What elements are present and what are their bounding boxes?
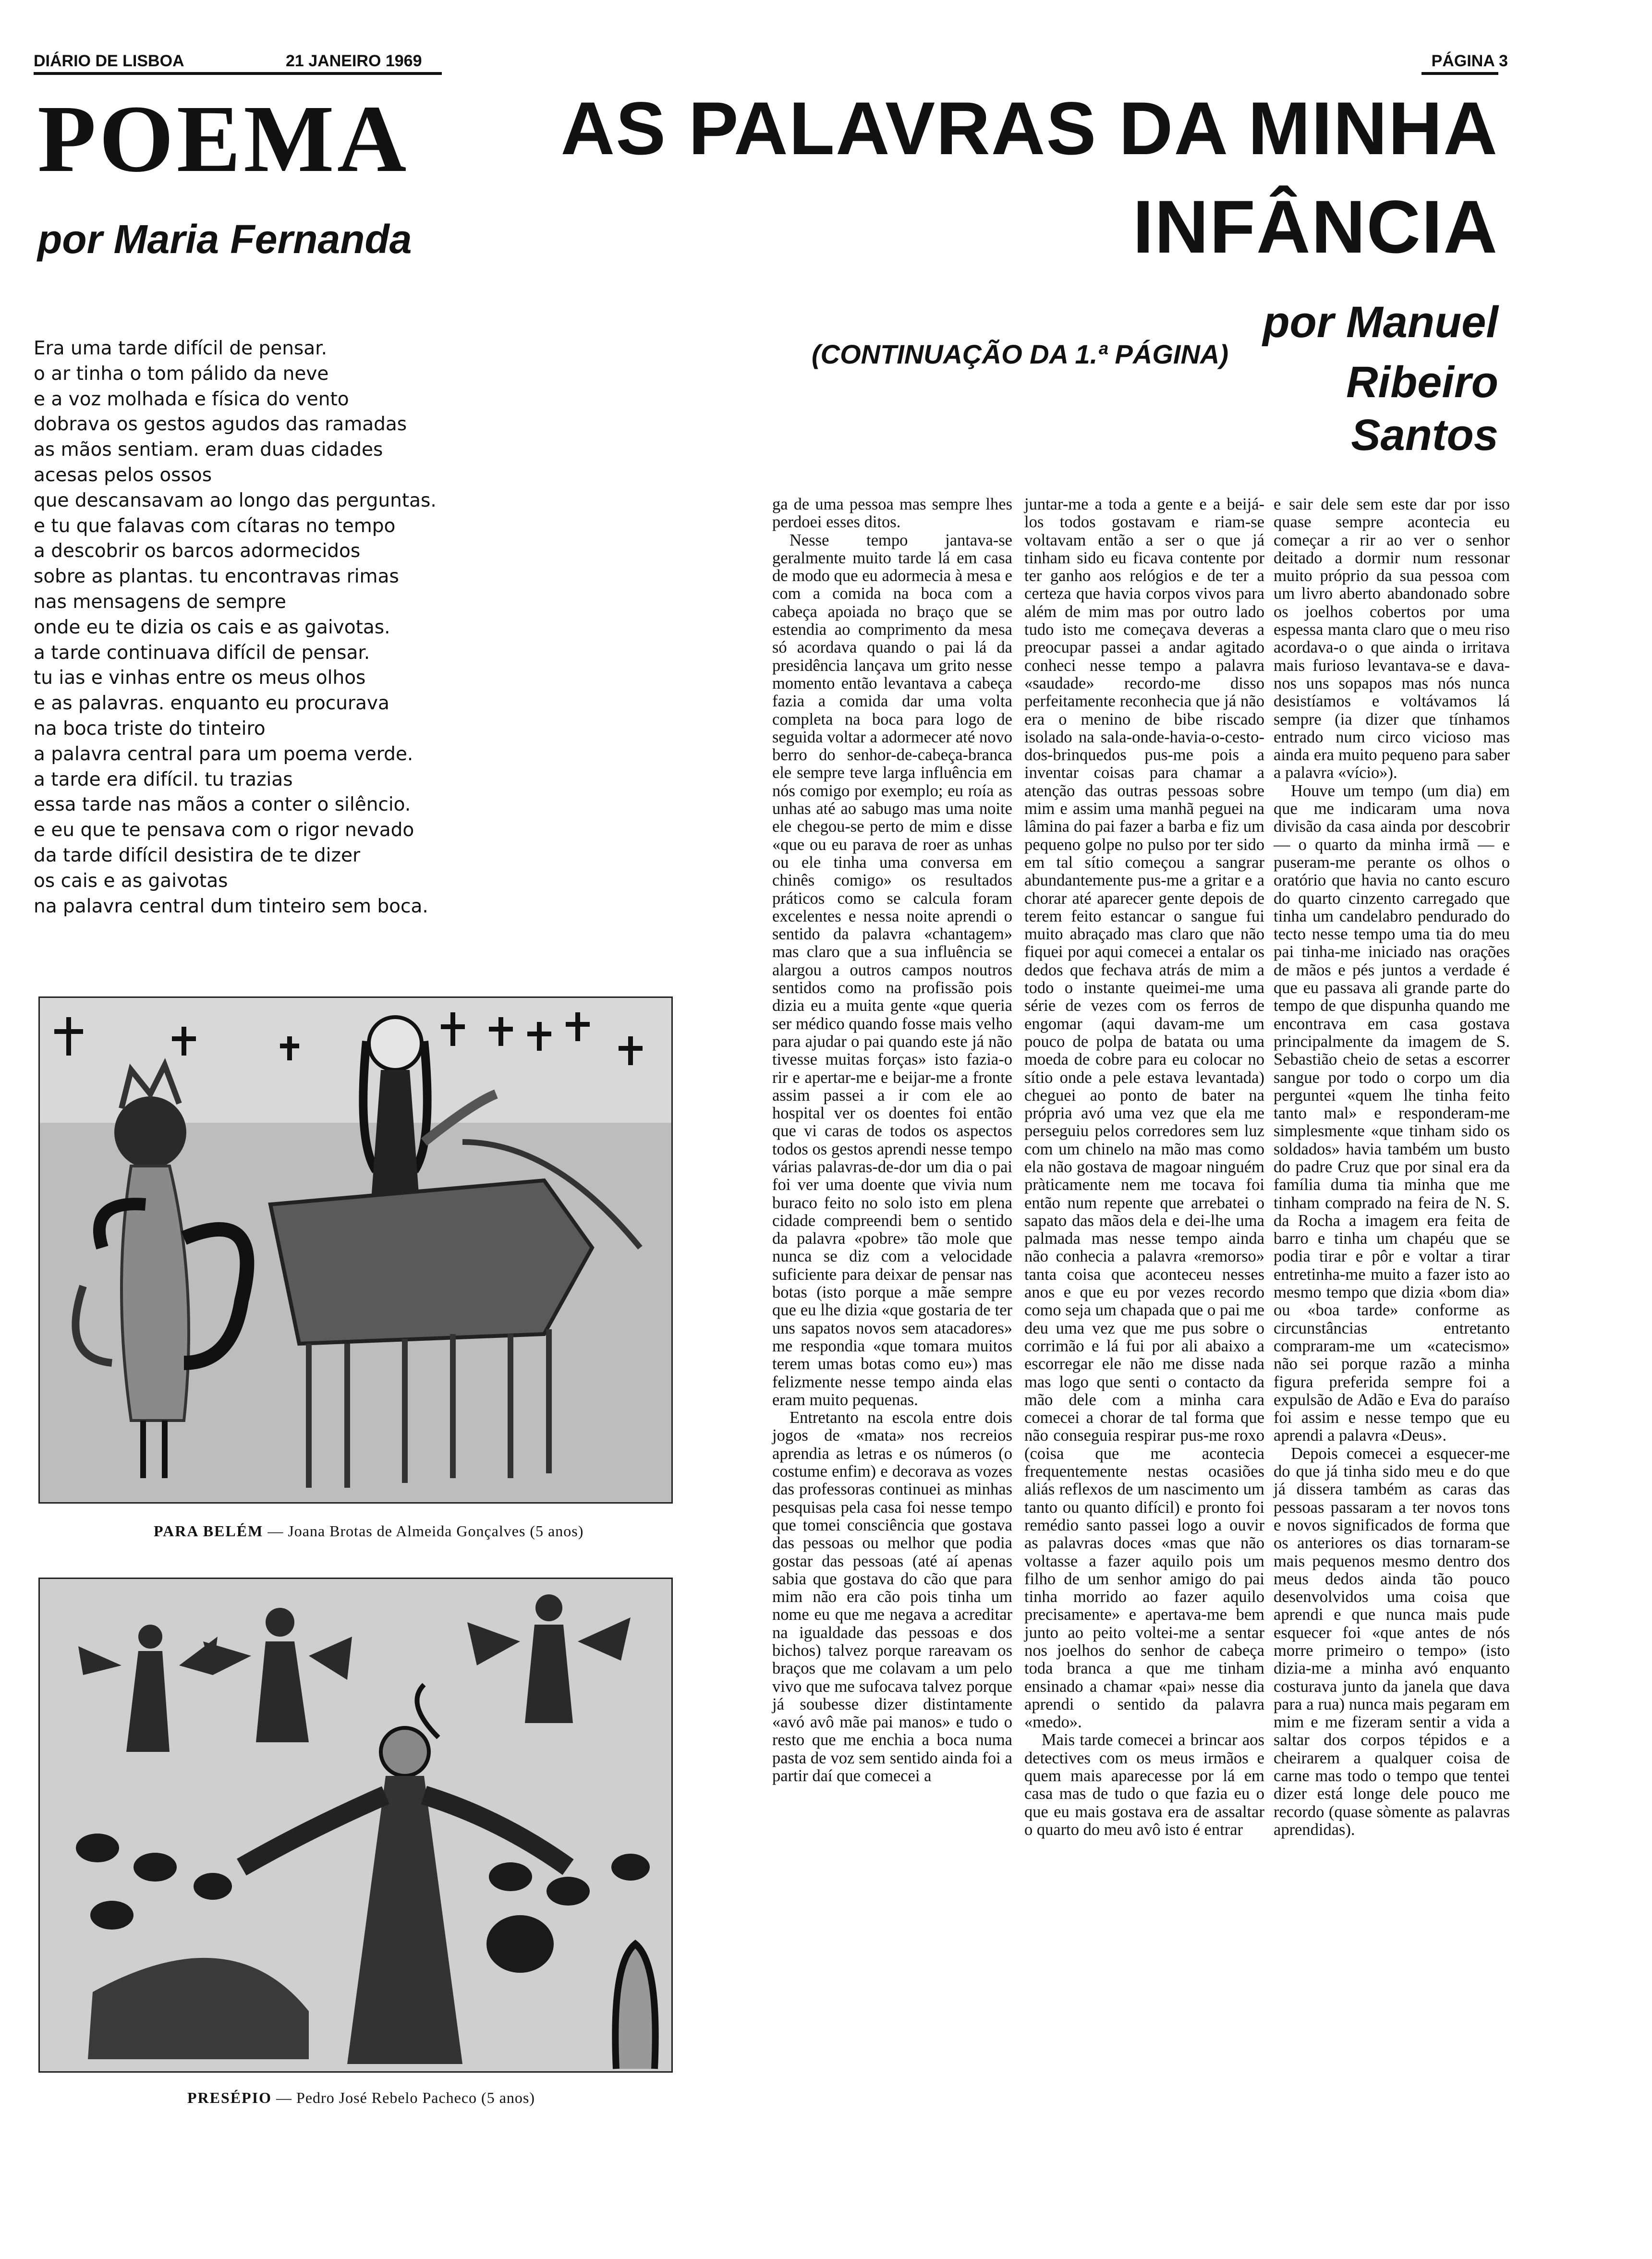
article-byline-3: Santos xyxy=(1351,411,1498,460)
poem-line: acesas pelos ossos xyxy=(34,464,212,486)
page-number: PÁGINA 3 xyxy=(1431,52,1508,70)
poem-line: sobre as plantas. tu encontravas rimas xyxy=(34,566,399,588)
header-rule-right xyxy=(1421,72,1498,75)
header-rule-left xyxy=(34,72,442,75)
caption-title: PRESÉPIO xyxy=(187,2089,272,2106)
poem-line: na boca triste do tinteiro xyxy=(34,717,266,740)
article-paragraph: juntar-me a toda a gente e a beijá-los todos gostavam e riam-se voltavam então a ser o que já tinham sido eu ficava contente por ter ganho aos relógios e de ter a certeza que havia corpos vivos para além de mim mas por outro lado tudo isto me começava deveras a preocupar passei a andar agitado conheci nesse tempo a palavra «saudade» recordo-me disso perfeitamente reconhecia que já não era o menino de bibe riscado isolado na sala-onde-havia-o-cesto-dos-brinquedos pus-me pois a inventar coisas para chamar a atenção das outras pessoas sobre mim e assim uma manhã peguei na lâmina do pai fazer a barba e fiz um pequeno golpe no pulso por ter sido em tal sítio começou a sangrar abundantemente pus-me a gritar e a chorar até aparecer gente depois de terem feito estancar o sangue fui muito abraçado mas claro que não fiquei por aqui comecei a entalar os dedos que fechava atrás de mim a todo o instante queimei-me uma série de vezes com os ferros de engomar (aqui davam-me um pouco de polpa de batata ou uma moeda de cobre para eu colocar no sítio onde a pele estava levantada) cheguei ao ponto de bater na própria avó uma vez que ela me perseguiu pelos corredores sem luz com um chinelo na mão mas como ela não gostava de magoar ninguém pràticamente nem me tocava foi então num repente que arrebatei o sapato das mãos dela e dei-lhe uma palmada mas nesse tempo ainda não conhecia a palavra «remorso» tanta coisa que aconteceu nesses anos e que eu por vezes recordo como seja um chapada que o pai me deu uma vez que me pus sobre o corrimão e lá fui por ali abaixo a escorregar ele não me disse nada mas logo que senti o contacto da mão dele com a minha cara comecei a chorar de tal forma que não conseguia respirar pus-me roxo (coisa que me acontecia frequentemente nestas ocasiões aliás reflexos de um nascimento um tanto ou quanto difícil) e pronto foi remédio santo passei logo a ouvir as palavras doces «mas que não voltasse a fazer aquilo pois um filho de um senhor amigo do pai tinha morrido ao fazer aquilo precisamente» e apertava-me bem junto ao peito voltei-me a sentar nos joelhos do senhor de cabeça toda branca a que me tinham ensinado a chamar «pai» nesse dia aprendi o sentido da palavra «medo». xyxy=(1024,495,1264,1732)
poem-line: essa tarde nas mãos a conter o silêncio. xyxy=(34,794,411,816)
poem-line: e tu que falavas com cítaras no tempo xyxy=(34,515,396,537)
article-paragraph: e sair dele sem este dar por isso quase sempre acontecia eu começar a rir ao ver o senhor deitado a dormir num ressonar muito próprio da sua pessoa com um livro aberto abandonado sobre os joelhos cobertos por uma espessa manta claro que o meu riso acordava-o o que ainda o irritava mais furioso levantava-se e dava-nos uns sopapos mas nós nunca desistíamos e voltávamos lá sempre (ia dizer que tínhamos entrado num circo vicioso mas ainda era muito pequeno para saber a palavra «vício»). xyxy=(1274,495,1510,782)
continuation-note: (CONTINUAÇÃO DA 1.ª PÁGINA) xyxy=(812,339,1228,369)
poem-author: por Maria Fernanda xyxy=(37,217,412,262)
poem-line: a palavra central para um poema verde. xyxy=(34,743,413,765)
article-byline-2: Ribeiro xyxy=(1346,358,1498,407)
article-title-line-2: INFÂNCIA xyxy=(1132,185,1498,269)
poem-line: as mãos sentiam. eram duas cidades xyxy=(34,439,383,461)
child-drawing-presepio xyxy=(38,1578,673,2073)
drawing-sketch xyxy=(40,1579,671,2071)
article-paragraph: Depois comecei a esquecer-me do que já tinha sido meu e do que já dissera também as caras das pessoas passaram a ter novos tons e novos significados de forma que os anteriores os dias tornaram-se mais pequenos mesmo dentro dos meus dedos ainda tão pouco desenvolvidos uma coisa que aprendi e que nunca mais pude esquecer foi «que antes de nós morre primeiro o tempo» (isto dizia-me a minha avó enquanto costurava junto da janela que dava para a rua) nunca mais pegaram em mim e me fizeram sentir a vida a saltar dos corpos tépidos e a cheirarem a qualquer coisa de carne mas todo o tempo que tentei dizer está longe dele pouco me recordo (quase sòmente as palavras aprendidas). xyxy=(1274,1444,1510,1839)
article-column-3 xyxy=(1274,496,1510,1839)
poem-line: que descansavam ao longo das perguntas. xyxy=(34,489,437,511)
caption-author: Joana Brotas de Almeida Gonçalves (5 anos) xyxy=(288,1522,584,1540)
article-paragraph: Entretanto na escola entre dois jogos de «mata» nos recreios aprendia as letras e os números (o costume enfim) e decorava as vozes das professoras continuei as minhas pesquisas pela casa foi nesse tempo que tomei consciência que gostava das pessoas ou melhor que podia gostar das pessoas (até aí apenas sabia que gostava do cão que para mim não era cão pois tinha um nome eu que me negava a acreditar na igualdade das pessoas e dos bichos) talvez porque rareavam os braços que me colavam a um pelo vivo que me sufocava talvez porque já soubesse dizer distintamente «avó avô mãe pai manos» e tudo o resto que me enchia a boca numa pasta de voz sem sentido ainda foi a partir daí que comecei a xyxy=(772,1409,1012,1785)
poem-line: tu ias e vinhas entre os meus olhos xyxy=(34,667,366,689)
article-paragraph: Nesse tempo jantava-se geralmente muito tarde lá em casa de modo que eu adormecia à mesa e com a comida na boca com a cabeça apoiada no braço que se estendia ao comprimento da mesa só acordava quando o pai lá da presidência lançava um grito nesse momento então levantava a cabeça fazia a comida dar uma volta completa na boca para logo de seguida voltar a adormecer até novo berro do senhor-de-cabeça-branca ele sempre teve larga influência em nós comigo por exemplo; eu roía as unhas até ao sabugo mas uma noite ele chegou-se perto de mim e disse «que ou eu parava de roer as unhas ou ele tinha uma conversa em chinês comigo» os resultados práticos como se calcula foram excelentes e nessa noite aprendi o sentido da palavra «chantagem» mas claro que a sua influência se alargou a outros campos noutros sentidos como na profissão pois dizia eu a muita gente «que queria ser médico quando fosse mais velho para ajudar o pai quando este já não tivesse muitas forças» isto fazia-o rir e apertar-me e beijar-me a fronte assim passei a ir com ele ao hospital ver os doentes foi então que vi caras de todos os aspectos todos os gestos aprendi nesse tempo várias palavras-de-dor um dia o pai foi ver uma doente que vivia num buraco feito no solo isto em plena cidade compreendi bem o sentido da palavra «pobre» tão mole que nunca se diz com a velocidade suficiente para deixar de pensar nas botas (isto porque a mãe sempre que eu lhe dizia «que gostaria de ter uns sapatos novos sem atacadores» me respondia «que tomara muitos terem umas botas como eu») mas felizmente nesse tempo ainda elas eram muito pequenas. xyxy=(772,531,1012,1409)
child-drawing-para-belem xyxy=(38,996,673,1504)
drawing-caption-2: PRESÉPIO — Pedro José Rebelo Pacheco (5 anos) xyxy=(187,2089,535,2106)
poem-line: na palavra central dum tinteiro sem boca. xyxy=(34,895,428,917)
poem-line: onde eu te dizia os cais e as gaivotas. xyxy=(34,616,390,638)
article-column-1 xyxy=(772,496,1012,1785)
poem-line: e as palavras. enquanto eu procurava xyxy=(34,692,389,715)
article-paragraph: ga de uma pessoa mas sempre lhes perdoei esses ditos. xyxy=(772,495,1012,532)
poem-line: dobrava os gestos agudos das ramadas xyxy=(34,413,407,436)
poem-line: e a voz molhada e física do vento xyxy=(34,388,349,410)
poem-line: os cais e as gaivotas xyxy=(34,870,228,892)
article-column-2 xyxy=(1024,496,1264,1839)
drawing-sketch xyxy=(40,998,671,1502)
poem-line: da tarde difícil desistira de te dizer xyxy=(34,844,361,866)
poem-line: nas mensagens de sempre xyxy=(34,591,286,613)
publication-name: DIÁRIO DE LISBOA xyxy=(34,52,184,70)
article-paragraph: Houve um tempo (um dia) em que me indicaram uma nova divisão da casa ainda por descobrir — o quarto da minha irmã — e puseram-me perante os olhos o oratório que havia no canto escuro do quarto cinzento carregado que tinha um candelabro pendurado do tecto nesse tempo uma tia do meu pai tinha-me iniciado nas orações de mãos e pés juntos a verdade é que eu passava ali grande parte do tempo de que dispunha quando me encontrava em casa gostava principalmente da imagem de S. Sebastião cheio de setas a escorrer sangue por todo o corpo um dia perguntei «quem lhe tinha feito tanto mal» e responderam-me simplesmente «que tinham sido os soldados» havia também um busto do padre Cruz que por sinal era da família duma tia minha que me tinham comprado na feira de N. S. da Rocha a imagem era feita de barro e tinha um chapéu que se podia tirar e pôr e voltar a tirar entretinha-me muito a fazer isto ao mesmo tempo que dizia «bom dia» ou «boa tarde» conforme as circunstâncias entretanto compraram-me um «catecismo» não sei porque razão a minha figura preferida sempre foi a expulsão de Adão e Eva do paraíso foi assim e nesse tempo que eu aprendi a palavra «Deus». xyxy=(1274,781,1510,1445)
article-paragraph: Mais tarde comecei a brincar aos detectives com os meus irmãos e quem mais aparecesse por lá em casa mas de tudo o que fazia eu o que eu mais gostava era de assaltar o quarto do meu avô isto é entrar xyxy=(1024,1731,1264,1839)
article-byline-1: por Manuel xyxy=(1263,298,1498,347)
poem-title: POEMA xyxy=(37,86,410,192)
article-title-line-1: AS PALAVRAS DA MINHA xyxy=(560,87,1498,170)
poem-body xyxy=(34,336,466,919)
poem-line: a descobrir os barcos adormecidos xyxy=(34,540,361,562)
poem-line: a tarde era difícil. tu trazias xyxy=(34,768,293,790)
caption-author: Pedro José Rebelo Pacheco (5 anos) xyxy=(296,2089,535,2106)
poem-line: e eu que te pensava com o rigor nevado xyxy=(34,819,414,841)
poem-line: a tarde continuava difícil de pensar. xyxy=(34,642,370,664)
drawing-caption-1: PARA BELÉM — Joana Brotas de Almeida Gonçalves (5 anos) xyxy=(154,1522,584,1540)
poem-line: o ar tinha o tom pálido da neve xyxy=(34,363,329,385)
caption-title: PARA BELÉM xyxy=(154,1522,264,1540)
issue-date: 21 JANEIRO 1969 xyxy=(286,52,422,70)
poem-line: Era uma tarde difícil de pensar. xyxy=(34,338,328,359)
